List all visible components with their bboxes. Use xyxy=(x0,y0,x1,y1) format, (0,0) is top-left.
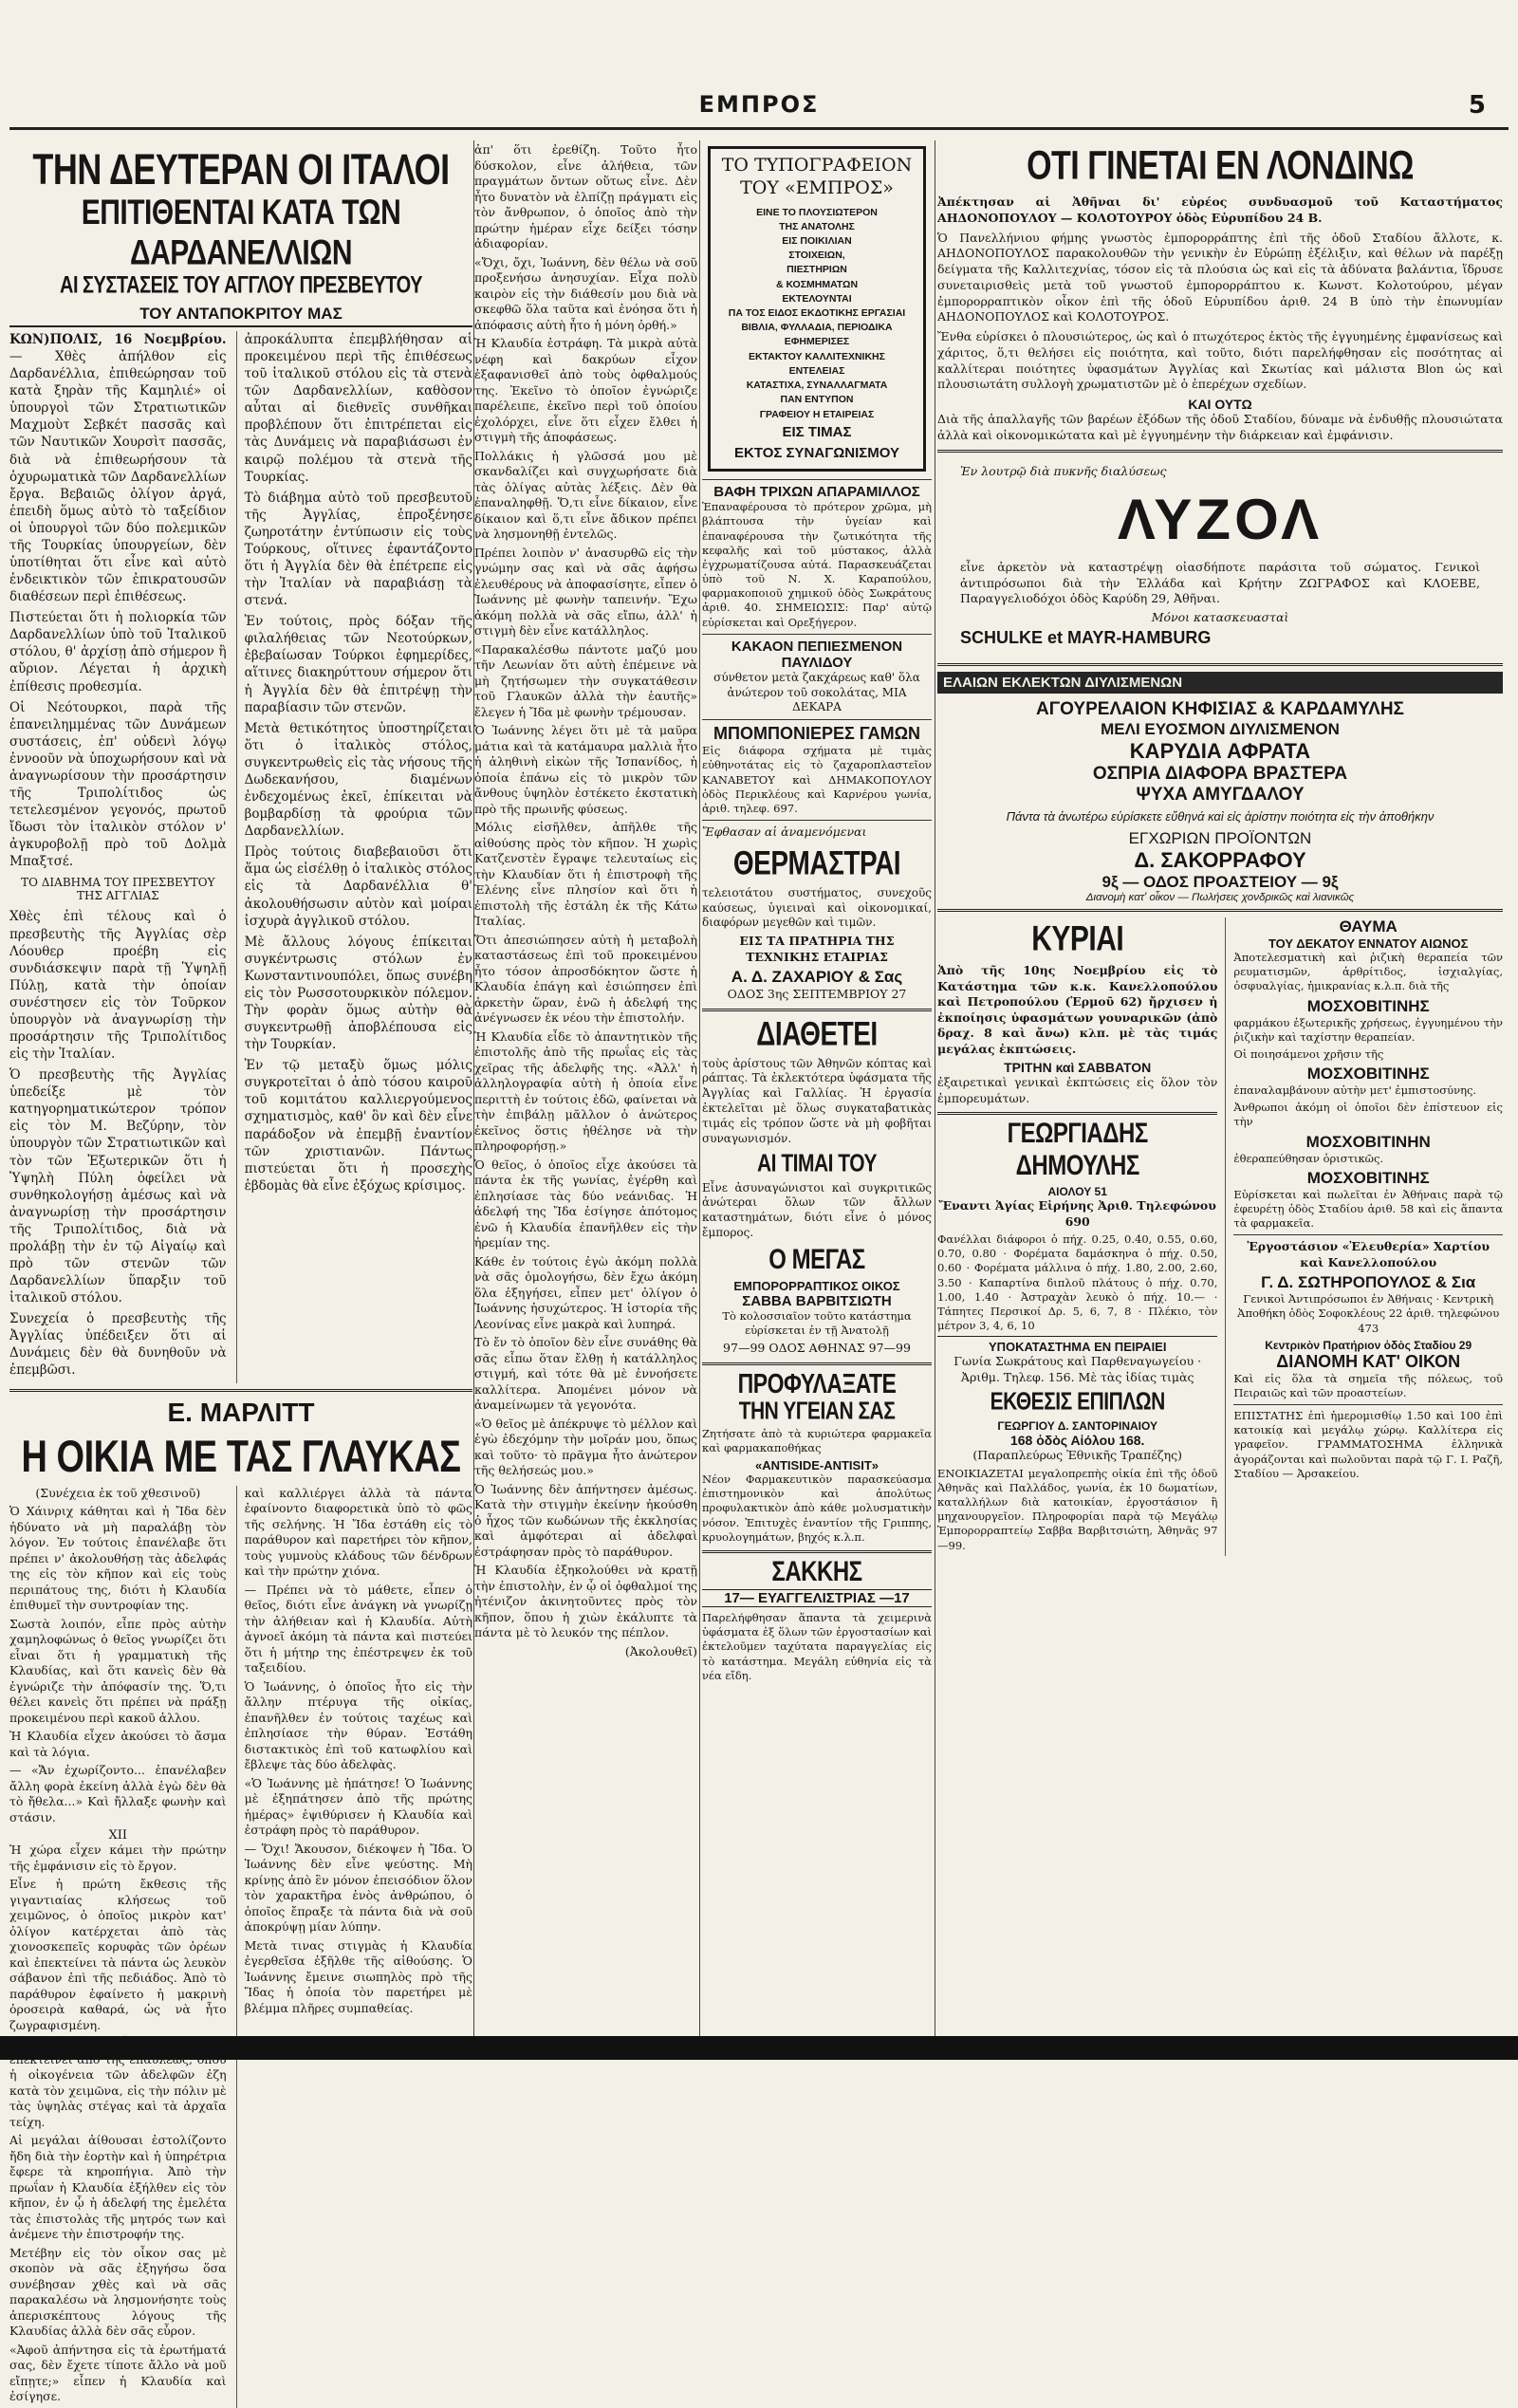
megas-name: ΣΑΒΒΑ ΒΑΡΒΙΤΣΙΩΤΗ xyxy=(742,1292,892,1309)
sub-heading: ΤΟ ΔΙΑΒΗΜΑ ΤΟΥ ΠΡΕΣΒΕΥΤΟΥ ΤΗΣ ΑΓΓΛΙΑΣ xyxy=(21,876,215,903)
serial-paragraph: «Ἀφοῦ ἀπήντησα εἰς τὰ ἐρωτήματά σας, δὲν ἔχετε τίποτε ἄλλο νὰ μοῦ εἴπῃτε;» εἶπεν ἡ Κλαυδία καὶ ἐσίγησε. xyxy=(9,2342,227,2404)
lyzol-brand: ΛΥΖΟΛ xyxy=(1117,488,1324,551)
article-paragraph: Ὁ πρεσβευτὴς τῆς Ἀγγλίας ὑπεδείξε μὲ τὸν κατηγορηματικώτερον τρόπον εἰς τὸν Μ. Βεζύρην, τὸν ὑπουργὸν τῶν Στρατιωτικῶν καὶ τὸν τῶν Ἐξωτερικῶν ὅτι ἡ Ὑψηλὴ Πύλη ὀφείλει νὰ συνθηκολογήσῃ ἀμέσως καὶ νὰ ἀναγνωρίσῃ τὴν προσάρτησιν τῆς Τριπολίτιδος, διὰ νὰ προλάβῃ τὴν ἐν τῷ Αἰγαίῳ καὶ πρὸ τῶν στενῶν τῶν Δαρδανελλίων ὕπαρξιν τοῦ ἰταλικοῦ στόλου. xyxy=(9,1067,227,1306)
georgiadis-text: Ἔναντι Ἁγίας Εἰρήνης Ἀριθ. Τηλεφώνου 690 xyxy=(938,1198,1216,1229)
print-line: ΕΦΗΜΕΡΙΣΕΣ xyxy=(784,336,850,348)
ad-divider xyxy=(1233,1404,1503,1405)
article-paragraph: Πιστεύεται ὅτι ἡ πολιορκία τῶν Δαρδανελλίων ὑπὸ τοῦ Ἰταλικοῦ στόλου, θ' ἀρχίσῃ ἀπὸ σήμερον ἢ αὔριον. Λέγεται ἡ ἀρχικὴ ἐπίθεσις προθεσμία. xyxy=(9,610,227,695)
megas-subtitle: ΕΜΠΟΡΟΡΡΑΠΤΙΚΟΣ ΟΙΚΟΣ xyxy=(733,1278,900,1293)
serial-paragraph: Ἡ Κλαυδία ἐξηκολούθει νὰ κρατῇ τὴν ἐπιστολὴν, ἐν ᾧ οἱ ὀφθαλμοί της ἠτένιζον ἀκινητοῦντες πρὸς τὸν κῆπον, ὅπου ἡ χιὼν ἐκάλυπτε τὰ πάντα μὲ τὸ λευκόν της πέπλον. xyxy=(474,1563,697,1639)
column-main xyxy=(9,142,472,2404)
ad-divider xyxy=(702,1362,932,1365)
health-text: Ζητήσατε ἀπὸ τὰ κυριώτερα φαρμακεῖα καὶ φαρμακαποθήκας xyxy=(702,1426,932,1454)
miracle-subtitle: ΤΟΥ ΔΕΚΑΤΟΥ ΕΝΝΑΤΟΥ ΑΙΩΝΟΣ xyxy=(1268,936,1469,951)
masthead-rule xyxy=(9,127,1509,130)
georgiadis-title: ΓΕΩΡΓΙΑΔΗΣ xyxy=(1007,1117,1148,1150)
print-line: ΕΚΤΕΛΟΥΝΤΑΙ xyxy=(782,292,852,305)
page-bottom-edge xyxy=(0,2036,1518,2060)
headline-1: ΤΗΝ ΔΕΥΤΕΡΑΝ ΟΙ ΙΤΑΛΟΙ xyxy=(32,144,450,194)
right-lower-area xyxy=(937,917,1503,1556)
megas-title: Ο ΜΕΓΑΣ xyxy=(768,1243,865,1276)
tailor-title: ΔΙΑΘΕΤΕΙ xyxy=(756,1014,878,1052)
article-paragraph: Πρὸς τούτοις διαβεβαιοῦσι ὅτι ἅμα ὡς εἰσέλθῃ ὁ ἰταλικὸς στόλος εἰς τὰ Δαρδανέλλια θ' ἀκολουθήσωσιν αὐτὸν καὶ μοίραι ἰσχυρὰ ἀγγλικοῦ στόλου. xyxy=(244,844,472,929)
page-number: 5 xyxy=(1468,91,1486,120)
sakkis-title: ΣΑΚΚΗΣ xyxy=(771,1555,862,1588)
tailor-text: τοὺς ἀρίστους τῶν Ἀθηνῶν κόπτας καὶ ράπτας. Τὰ ἐκλεκτότερα ὑφάσματα τῆς Ἀγγλίας καὶ Γαλλίας. Ἡ ἐργασία ἐκτελεῖται μὲ ὅλως συγκαταβατικὰς τιμάς εἰς τρόπον ὥστε νὰ μὴ φοβῆται συναγωνισμόν. xyxy=(702,1056,932,1145)
tailor-prices-text: Εἶνε ἀσυναγώνιστοι καὶ συγκριτικῶς ἀνώτεραι ὅλων τῶν ἄλλων καταστημάτων, διότι εἶνε ὁ μόνος ἔμπορος. xyxy=(702,1180,932,1240)
health-product: «ANTISIDE-ANTISIT» xyxy=(754,1458,879,1473)
miracle-text: φαρμάκου ἐξωτερικῆς χρήσεως, ἐγγυημένου τὴν ῥιζικὴν καὶ ταχίστην θεραπείαν. xyxy=(1233,1015,1503,1044)
heater-text: τελειοτάτου συστήματος, συνεχοῦς καύσεως, ὑγιειναὶ καὶ οἰκονομικαί, διαφόρων μεγεθῶν καὶ τιμῶν. xyxy=(702,885,932,930)
olives-line: ΚΑΡΥΔΙΑ ΑΦΡΑΤΑ xyxy=(1129,739,1311,763)
olives-line: ΑΓΟΥΡΕΛΑΙΟΝ ΚΗΦΙΣΙΑΣ & ΚΑΡΔΑΜΥΛΗΣ xyxy=(1036,699,1404,719)
ad-olive-oil xyxy=(937,672,1503,903)
london-paragraph: Ἀπέκτησαν αἱ Ἀθῆναι δι' εὐρέος συνδυασμοῦ τοῦ Καταστήματος ΑΗΔΟΝΟΠΟΥΛΟΥ — ΚΟΛΟΤΟΥΡΟΥ ὁδὸς Εὐρυπίδου 24 Β. xyxy=(937,194,1503,225)
health-text-2: Νέον Φαρμακευτικὸν παρασκεύασμα ἐπιστημονικὸν καὶ ἀπολύτως προφυλακτικὸν ἀπὸ κάθε μολυσματικὴν νόσον. Ἐπιτυχὲς ἐναντίον τῆς Γριππης, κρυολογημάτων, βηχός κ.λ.π. xyxy=(702,1473,932,1544)
tailor-prices-title: ΑΙ ΤΙΜΑΙ ΤΟΥ xyxy=(756,1149,878,1177)
ad-divider xyxy=(937,1112,1217,1115)
factory-title: Ἐργοστάσιον «Ἐλευθερία» Χαρτίου καὶ Κανελλοπούλου xyxy=(1247,1239,1490,1269)
kyriai-title: ΚΥΡΙΑΙ xyxy=(1031,918,1124,958)
london-title: ΟΤΙ ΓΙΝΕΤΑΙ ΕΝ ΛΟΝΔΙΝΩ xyxy=(1027,143,1414,189)
megas-text: Τὸ κολοσσιαῖον τοῦτο κατάστημα εὑρίσκεται ἐν τῇ Ἀνατολῇ xyxy=(722,1308,912,1338)
ad-divider xyxy=(702,1550,932,1553)
serial-paragraph: «Παρακαλέσθω πάντοτε μαζύ μου τῆν Λεωνίαν ὅτι αὐτὴ ἐπέμεινε νὰ μὴ ζητήσωμεν τὴν συγκατάθεσιν τοῦ Γλαυκῶν ἀλλὰ τὴν ἑαυτῆς» ἔλεγεν ἡ Ἴδα μὲ φωνὴν τρέμουσαν. xyxy=(474,641,697,719)
lyzol-makers-label: Μόνοι κατασκευασταὶ xyxy=(1151,609,1289,624)
print-title: ΤΟ ΤΥΠΟΓΡΑΦΕΙΟΝ ΤΟΥ «ΕΜΠΡΟΣ» xyxy=(721,155,913,198)
hair-dye-text: Ἐπαναφέρουσα τὸ πρότερον χρῶμα, μὴ βλάπτουσα τὴν ὑγείαν καὶ ἐπαναφέρουσα τὴν ζωτικότητα τῆς κεφαλῆς καὶ τοῦ μύστακος, ἀλλὰ ἐγχρωματίζουσα αὐτά. Παρασκευάζεται ὑπὸ τοῦ Ν. Χ. Καραπούλου, φαρμακοποιοῦ χημικοῦ ὁδὸς Σωκράτους ἀριθ. 40. ΣΗΜΕΙΩΣΙΣ: Παρ' αὐτῷ εὑρίσκεται καὶ Ορεξήγερον. xyxy=(702,500,932,629)
serial-continued-note: (Ἀκολουθεῖ) xyxy=(624,1643,697,1658)
section-divider xyxy=(9,1389,472,1392)
serial-paragraph: Ὅτι ἀπεσιώπησεν αὐτὴ ἡ μεταβολὴ καταστάσεως ἐπὶ τοῦ προκειμένου ἦτο τόσον ἀπροσδόκητον ὥστε ἡ Κλαυδία ἐπάγη καὶ ἐσιώπησεν ἐπὶ ἀρκετὴν ὥραν, ἐνῶ ἡ ἀδελφή της ἀνέγνωσεν ἐκ νέου τὴν ἐπιστολήν. xyxy=(474,932,697,1025)
serial-paragraph: καὶ καλλιέργει ἀλλὰ τὰ πάντα ἐφαίνοντο διαφορετικὰ ὑπὸ τὸ φῶς τῆς σελήνης. Ἡ Ἴδα ἐστάθη εἰς τὸ παράθυρον καὶ παρετήρει τὸν κῆπον, τοὺς γυμνοὺς κλάδους τῶν δένδρων καὶ τὴν πρώτην χιόνα. xyxy=(244,1485,472,1579)
olives-line: ΕΛΑΙΩΝ ΕΚΛΕΚΤΩΝ ΔΙΥΛΙΣΜΕΝΩΝ xyxy=(937,672,1503,694)
print-line: & ΚΟΣΜΗΜΑΤΩΝ xyxy=(775,278,859,290)
olives-line: ΨΥΧΑ ΑΜΥΓΔΑΛΟΥ xyxy=(1136,785,1305,805)
furniture-address: 168 ὁδὸς Αἰόλου 168. xyxy=(1009,1433,1145,1449)
article-paragraph: Τὸ διάβημα αὐτὸ τοῦ πρεσβευτοῦ τῆς Ἀγγλίας, ἐπροξένησε ζωηροτάτην ἐντύπωσιν εἰς τοὺς Τούρκους, οἵτινες ἐφαντάζοντο ὅτι ἡ Ἀγγλία δὲν θὰ ἐπέτρεπε εἰς τὴν Ἰταλίαν νὰ παραβιάσῃ τὰ στενά. xyxy=(244,490,472,609)
georgiadis-address: ΑΙΟΛΟΥ 51 xyxy=(1047,1185,1107,1198)
serial-paragraph: «Ὁ Ἰωάννης μὲ ἠπάτησε! Ὁ Ἰωάννης μὲ ἐξηπάτησεν ἀπὸ τῆς πρώτης ἡμέρας» ἐψιθύρισεν ἡ Κλαυδία καὶ ἐστράφη πρὸς τὸ παράθυρον. xyxy=(244,1775,472,1838)
article-paragraph: Ἐν τούτοις, πρὸς δόξαν τῆς φιλαλήθειας τῶν Νεοτούρκων, ἐβεβαίωσαν Τούρκοι ἐφημερίδες, αἵτινες διακηρύττουν σήμερον ὅτι ἡ Ἀγγλία δὲν θὰ ἐπιτρέψῃ τὴν παραβίασιν τῶν στενῶν. xyxy=(244,614,472,715)
furniture-subtitle: (Παραπλεύρως Ἐθνικῆς Τραπέζης) xyxy=(972,1448,1183,1463)
ad-lyzol xyxy=(937,458,1503,655)
lyzol-makers: SCHULKE et MAYR-HAMBURG xyxy=(960,628,1212,647)
column-serial-continued xyxy=(474,142,697,2030)
cocoa-title: ΚΑΚΑΟΝ ΠΕΠΙΕΣΜΕΝΟΝ ΠΑΥΛΙΔΟΥ xyxy=(731,638,903,671)
heater-address: ΟΔΟΣ 3ης ΣΕΠΤΕΜΒΡΙΟΥ 27 xyxy=(727,987,907,1002)
bonbon-title: ΜΠΟΜΠΟΝΙΕΡΕΣ ΓΑΜΩΝ xyxy=(713,724,921,744)
serial-paragraph: — «Ἄν ἐχωρίζοντο... ἐπανέλαβεν ἄλλη φορὰ ἐκείνη ἀλλὰ ἐγὼ δὲν θὰ τὸ ἤθελα...» Καὶ ἤλλαξε φωνὴν καὶ στάσιν. xyxy=(9,1763,227,1825)
london-paragraph: Ὁ Πανελλήνιου φήμης γνωστὸς ἐμπορορράπτης ἐπὶ τῆς ὁδοῦ Σταδίου ἄλλοτε, κ. ΑΗΔΟΝΟΠΟΥΛΟΣ παρακολουθῶν τὴν γενικὴν ἐν Εὐρώπῃ ἐξέλιξιν, καὶ θέλων νὰ παρέξῃ δείγματα τῆς Καλλιτεχνίας, τόσον εἰς τὰ πλούσια ὡς καὶ εἰς τὰ ἀδύνατα βαλάντια, ἵδρυσε συνεταιρισθεὶς μετὰ τοῦ γνωστοῦ ἐμπορορράπτου κ. Κωνστ. Κολοτούρου, μέγαν ἐμπορορραπτικὸν οἶκον ἐπὶ τῆς ὁδοῦ Εὐρυπίδου ἀριθ. 24 Β ὑπὸ τὴν ἐπωνυμίαν ΑΗΔΟΝΟΠΟΥΛΟΣ καὶ ΚΟΛΟΤΟΥΡΟΣ. xyxy=(937,230,1503,324)
miracle-text: ἐπαναλαμβάνουν αὐτὴν μετ' ἐμπιστοσύνης. xyxy=(1233,1084,1477,1098)
serial-title: Η ΟΙΚΙΑ ΜΕ ΤΑΣ ΓΛΑΥΚΑΣ xyxy=(21,1432,461,1482)
olives-name: Δ. ΣΑΚΟΡΡΑΦΟΥ xyxy=(1134,848,1306,872)
column-ads-middle xyxy=(702,142,932,2030)
serial-chapter: XII xyxy=(108,1828,128,1843)
olives-shop: ΕΓΧΩΡΙΩΝ ΠΡΟΪΟΝΤΩΝ xyxy=(1128,829,1312,847)
london-kai-outo: ΚΑΙ ΟΥΤΩ xyxy=(1188,397,1252,412)
column-ads-right xyxy=(937,142,1503,2030)
serial-paragraph: Αἱ μεγάλαι ἀίθουσαι ἐστολίζοντο ἤδη διὰ τὴν ἑορτὴν καὶ ἡ ὑπηρέτρια ἔφερε τὰ κηροπήγια. Ἀπὸ τὴν πρωΐαν ἡ Κλαυδία ἐξήλθεν εἰς τὸν κῆπον, ἐν ᾧ ἡ ἀδελφή της ἐμελέτα τὰς ἐπιστολὰς τῆς μητρός των καὶ ἀνέμενε τὴν ἐπιστροφήν της. xyxy=(9,2133,227,2242)
serial-paragraph: Σωστὰ λοιπόν, εἶπε πρὸς αὐτὴν χαμηλοφώνως ὁ θεῖος γνωρίζει ὅτι εἶναι ὅτι ἡ γραμματικὴ τῆς Κλαυδίας, καὶ ὅτι κανεὶς δὲν θὰ ἐγνώριζε τὴν ἀπόφασίν της. Ὅ,τι θέλει κανεὶς ὅτι πρέπει νὰ πράξῃ προκειμένου περὶ κακοῦ ἀλλου. xyxy=(9,1616,227,1725)
heater-note: Ἔφθασαν αἱ ἀναμενόμεναι xyxy=(702,824,867,840)
headline-2: ΕΠΙΤΙΘΕΝΤΑΙ ΚΑΤΑ ΤΩΝ ΔΑΡΔΑΝΕΛΛΙΩΝ xyxy=(81,193,401,273)
article-left-column xyxy=(9,331,227,1383)
article-body xyxy=(9,331,472,1383)
serial-paragraph: Μετέβην εἰς τὸν οἶκον σας μὲ σκοπὸν νὰ σᾶς ἐξηγήσω ὅσα συνέβησαν χθὲς καὶ νὰ σᾶς παρακαλέσω νὰ λησμονήσητε τοὺς ἀπερισκέπτους λόγους τῆς Κλαυδίας ἀλλὰ δὲν σᾶς εὗρον. xyxy=(9,2245,227,2339)
ad-divider xyxy=(937,450,1503,453)
serial-note: (Συνέχεια ἐκ τοῦ χθεσινοῦ) xyxy=(35,1485,201,1500)
miracle-text: Ἀνθρωποι ἀκόμη οἱ ὁποῖοι δὲν ἐπίστευον εἰς τὴν xyxy=(1233,1101,1503,1129)
heater-shop: ΕΙΣ ΤΑ ΠΡΑΤΗΡΙΑ ΤΗΣ ΤΕΧΝΙΚΗΣ ΕΤΑΙΡΙΑΣ xyxy=(739,934,895,964)
miracle-text: Εὑρίσκεται καὶ πωλεῖται ἐν Ἀθήναις παρὰ τῷ ἐφευρέτῃ ὁδὸς Σταδίου ἀριθ. 58 καὶ εἰς ἅπαντα τὰ φαρμακεῖα. xyxy=(1233,1187,1503,1231)
print-line: ΕΚΤΑΚΤΟΥ ΚΑΛΛΙΤΕΧΝΙΚΗΣ xyxy=(749,350,885,362)
factory-delivery: ΔΙΑΝΟΜΗ ΚΑΤ' ΟΙΚΟΝ xyxy=(1276,1351,1461,1371)
serial-paragraph: Ἡ Κλαυδία ἐστράφη. Τὰ μικρὰ αὐτὰ νέφη καὶ δακρύων εἶχον ἐξαφανισθεῖ ἀπὸ τοὺς ὀφθαλμούς της. Ἐκεῖνο τὸ ὁποῖον ἐγνώριζε παρέλειπε, ἐκεῖνο περὶ τοῦ ὁποίου ἐχολόρχει, εἶνε ὅτι εἶχεν ἔλθει ἡ στιγμὴ τῆς ἀποφάσεως. xyxy=(474,336,697,444)
health-title-2: ΤΗΝ ΥΓΕΙΑΝ ΣΑΣ xyxy=(738,1397,896,1425)
miracle-brand: ΜΟΣΧΟΒΙΤΙΝΗΣ xyxy=(1306,1065,1430,1084)
print-line: ΒΙΒΛΙΑ, ΦΥΛΛΑΔΙΑ, ΠΕΡΙΟΔΙΚΑ xyxy=(741,322,893,334)
serial-paragraph: Ὁ Ἰωάννης λέγει ὅτι μὲ τὰ μαῦρα μάτια καὶ τὰ κατάμαυρα μαλλιὰ ἦτο ἡ ἀληθινὴ εἰκὼν τῆς Ἰσπανίδος, ἡ ὁποία ἐπάνω εἰς τὸ μικρὸν τῶν ἄνθους ὑψηλὸν ἐστέκετο ἐκστατικὴ πρὸ τῆς πρωινῆς φύσεως. xyxy=(474,723,697,816)
olives-line: ΜΕΛΙ ΕΥΟΣΜΟΝ ΔΙΥΛΙΣΜΕΝΟΝ xyxy=(1101,720,1340,738)
furniture-name: ΓΕΩΡΓΙΟΥ Δ. ΣΑΝΤΟΡΙΝΑΙΟΥ xyxy=(997,1419,1157,1434)
right-lower-right xyxy=(1225,917,1503,1556)
article-paragraph: Χθὲς ἐπὶ τέλους καὶ ὁ πρεσβευτὴς τῆς Ἀγγλίας σὲρ Λόουθερ προέβη εἰς συνδιάσκεψιν παρὰ τῇ Ὑψηλῇ Πύλῃ, κατὰ τὴν ὁποίαν συνέστησεν εἰς τὸν Τοῦρκον ὑπουργὸν νὰ ἀναγνωρίσῃ τὴν προσάρτησιν τῆς Τριπολίτιδος εἰς τὴν Ἰταλίαν. xyxy=(9,909,227,1063)
olives-line: ΟΣΠΡΙΑ ΔΙΑΦΟΡΑ ΒΡΑΣΤΕΡΑ xyxy=(1092,764,1348,784)
article-paragraph: Οἱ Νεότουρκοι, παρὰ τῆς ἐπανειλημμένας τῶν Δυνάμεων συστάσεις, ἐπ' οὐδενὶ λόγῳ ἐννοοῦν νὰ ὑποχωρήσουν καὶ νὰ ἀναγνωρίσουν τὴν προσάρτησιν τῆς Τριπολίτιδος ὡς τετελεσμένον γεγονός, πρωτοῦ ἴδωσι τὸν ἰταλικὸν στόλον ν' ἀγκυροβολῇ πρὸ τοῦ Δολμὰ Μπαξτσέ. xyxy=(9,699,227,870)
serial-paragraph: — Ὅχι! Ἄκουσον, διέκοψεν ἡ Ἴδα. Ὁ Ἰωάννης δὲν εἶνε ψεύστης. Μὴ κρίνῃς ἀπὸ ἓν μόνον ἐπεισόδιον ὅλον τὸν χαρακτῆρα ἑνὸς ἀνθρώπου, ὁ ὁποῖος ἔπραξε τὰ πάντα διὰ νὰ σοῦ ἀποκρύψῃ μίαν λύπην. xyxy=(244,1841,472,1935)
factory-text-2: Καὶ εἰς ὅλα τὰ σημεῖα τῆς πόλεως, τοῦ Πειραιῶς καὶ τῶν προαστείων. xyxy=(1233,1371,1503,1399)
article-paragraph: Ἐν τῷ μεταξὺ ὅμως μόλις συγκροτεῖται ὁ ἀπὸ τόσου καιροῦ τοῦ κομιτάτου καλλιεργούμενος σχηματισμὸς, καθ' ὃν καὶ δὲν εἶνε παράδοξον νὰ ἐπεμβῇ ἐναντίον τῶν χριστιανῶν. Πάντως πιστεύεται ὅτι ἡ προσεχὴς ἑβδομὰς θὰ εἶνε ἐξόχως κρίσιμος. xyxy=(244,1058,472,1194)
miracle-text: ἐθεραπεύθησαν ὁριστικῶς. xyxy=(1233,1151,1384,1165)
headline-3: ΑΙ ΣΥΣΤΑΣΕΙΣ ΤΟΥ ΑΓΓΛΟΥ ΠΡΕΣΒΕΥΤΟΥ xyxy=(60,272,422,299)
serial-paragraph: Ὁ Ἰωάννης δὲν ἀπήντησεν ἀμέσως. Κατὰ τὴν στιγμὴν ἐκείνην ἠκούσθη ὁ ἦχος τῶν κωδώνων τῆς ἐκκλησίας καὶ ἀμφότεραι αἱ ἀδελφαὶ ἐστράφησαν πρὸς τὸ παράθυρον. xyxy=(474,1481,697,1559)
ad-divider xyxy=(702,1009,932,1011)
ad-divider xyxy=(937,663,1503,666)
serial-paragraph: ἡ οἰκογένεια τῶν ἀδελφῶν ἐζη κατὰ τὸν χειμῶνα, εἰς τὴν πόλιν μὲ τὰς ὑψηλὰς στέγας καὶ τὰ ἀρχαῖα τείχη. xyxy=(9,2067,227,2129)
print-line: ΣΤΟΙΧΕΙΩΝ, xyxy=(788,250,845,262)
serial-paragraph: Μόλις εἰσῆλθεν, ἀπῆλθε τῆς αἰθούσης πρὸς τὸν κῆπον. Ἡ χωρὶς Κατζενστὲν ἔγραψε τελευταίως εἰς τὴν Κλαυδίαν ὅτι ἡ ἐπιστροφὴ τῆς Ἑλένης εἶνε πλησίον καὶ ὅτι ἡ ἐπιστολὴ τῆς ἐστάλη ἐκ τῆς Κάτω Ἰταλίας. xyxy=(474,820,697,928)
serial-paragraph: Πρέπει λοιπὸν ν' ἀνασυρθῶ εἰς τὴν γνώμην σας καὶ νὰ σᾶς ἀφήσω ἐλευθέρους νὰ ἀποφασίσητε, εἶπεν ὁ Ἰωάννης μὲ φωνὴν ταπεινήν. Ἔχω ἀκόμη πολλὰ νὰ σᾶς εἴπω, ἀλλ' ἡ στιγμὴ δὲν εἶνε κατάλληλος. xyxy=(474,545,697,638)
newspaper-name: ΕΜΠΡΟΣ xyxy=(698,91,820,118)
miracle-brand: ΜΟΣΧΟΒΙΤΙΝΗΣ xyxy=(1306,1168,1430,1187)
london-paragraph: Διὰ τῆς ἀπαλλαγῆς τῶν βαρέων ἐξόδων τῆς ὁδοῦ Σταδίου, δύναμε νὰ ἐνδυθῇς πλουσιώτατα ἀλλὰ καὶ οἰκονομικώτατα καὶ μὲ ἐγγυημένην τὴν διάρκειαν καὶ ἐμφάνισιν. xyxy=(937,412,1503,442)
serial-paragraph: Μετὰ τινας στιγμὰς ἡ Κλαυδία ἐγερθεῖσα ἐξῆλθε τῆς αἰθούσης. Ὁ Ἰωάννης ἔμεινε σιωπηλὸς πρὸ τῆς Ἴδας ἡ ὁποία τὸν παρετήρει μὲ βλέμμα πλῆρες συμπαθείας. xyxy=(244,1937,472,2015)
piraeus-text: Γωνία Σωκράτους καὶ Παρθεναγωγείου · Ἀριθμ. Τηλεφ. 156. Μὲ τὰς ἰδίας τιμὰς xyxy=(953,1354,1202,1384)
ad-divider xyxy=(702,820,932,821)
georgiadis-prices: Φανέλλαι διάφοροι ὁ πήχ. 0.25, 0.40, 0.55, 0.60, 0.70, 0.80 · Φορέματα δαμάσκηνα ὁ πήχ. 0.50, 0.60 · Φορέματα μάλλινα ὁ πήχ. 1.80, 2.00, 2.60, 3.50 · Καπαρτίνα διπλοῦ πλάτους ὁ πήχ. 0.70, 1.00, 1.40 · Ἀστραχὰν λευκὸ ὁ πήχ. 10.— · Τάπητες Περσικοί Δρ. 5, 6, 7, 8 · Πλέκιο, τὸν μέτρον 3, 4, 6, 10 xyxy=(937,1232,1218,1333)
olives-address: 9ξ — ΟΔΟΣ ΠΡΟΑΣΤΕΙΟΥ — 9ξ xyxy=(1101,873,1339,891)
article-paragraph: — Χθὲς ἀπήλθον εἰς Δαρδανέλλια, ἐπιθεώρησαν τοῦ κατὰ ξηρὰν τῆς Καμηλιέ» οἱ ὑπουργοὶ τῶν Στρατιωτικῶν Μαχμοὺτ Σεβκέτ πασσᾶς καὶ τῶν Ναυτικῶν Χουρσὶτ πασσᾶς, διὰ νὰ ἐπιθεωρήσουν τὰ ὀχυρωματικὰ τῶν Δαρδανελλίων ἔργα. Βεβαιῶς ὀλίγον ἀργά, ἐπειδὴ ὅμως αὐτὸ τὸ ταξείδιον οἱ ὑπουργοὶ τῶν δύο πολεμικῶν τῆς Τουρκίας ὑπουργείων, δὲν ὑποτίθηται ὅτι εἶνε καὶ αὐτὸ ἐνδεικτικὸν τῶν ἐπικρατουσῶν διαθέσεων περὶ ἐπιθέσεως. xyxy=(9,349,227,605)
serial-paragraph: Ὁ θεῖος, ὁ ὁποῖος εἶχε ἀκούσει τὰ πάντα ἐκ τῆς γωνίας, ἐγέρθη καὶ ἐπλησίασε τὰς δύο νεάνιδας. Ἡ ἀδελφή της Ἴδα ἐσίγησε ἀπότομος ἐνῶ ἡ Κλαυδία ἐπανῆλθεν εἰς τὴν ἠρεμίαν της. xyxy=(474,1157,697,1250)
print-line: ΚΑΤΑΣΤΙΧΑ, ΣΥΝΑΛΛΑΓΜΑΤΑ xyxy=(746,380,888,392)
serial-paragraph: Ἡ χώρα εἶχεν κάμει τὴν πρώτην τῆς ἐμφάνισιν εἰς τὸ ἔργον. xyxy=(9,1843,227,1873)
article-paragraph: ἀπροκάλυπτα ἐπεμβλήθησαν αἱ προκειμένου περὶ τῆς ἐπιθέσεως τοῦ ἰταλικοῦ στόλου εἰς τὰ στενὰ τῶν Δαρδανελλίων, καθὸσον αὗται αἱ διεθνεῖς συνθῆκαι προβλέπουν ὅτι ἐπιτρέπεται εἰς τὰς Δυνάμεις νὰ παραβιάσωσι ἐν καιρῷ πολέμου τὰ στενὰ τῆς Τουρκίας. xyxy=(244,332,472,485)
print-line: ΕΙΝΕ ΤΟ ΠΛΟΥΣΙΩΤΕΡΟΝ xyxy=(756,206,878,218)
london-paragraph: Ἔνθα εὑρίσκει ὁ πλουσιώτερος, ὡς καὶ ὁ πτωχότερος ἐκτὸς τῆς ἐγγυημένης ἐμφανίσεως καὶ χάριτος, ὅ,τι θελήσει εἰς ποιότητα, καὶ τοῦτο, διότι παρελήφθησαν εἰς ποσότητας αἱ καλλίτεραι ποιότητες ὑφασμάτων Ἀγγλίας καὶ Σκωτίας καὶ μάλιστα Blon ὡς καὶ πλουσιωτάτη συλλογὴ χρωματιστῶν μὲ ὁ ἐπερέχων σχεδίων. xyxy=(937,329,1503,392)
serial-paragraph: Τὸ ἔν τὸ ὁποῖον δὲν εἶνε συνάθης θὰ σᾶς εἶπω ὅταν ἔλθῃ ἡ κατάλληλος στιγμή, καὶ τότε θὰ μὲ ἐννοήσετε καλλίτερα. Ἀπομένει μόνον νὰ ἀναμείνωμεν τὰ γεγονότα. xyxy=(474,1335,697,1412)
factory-office: Κεντρικὸν Πρατήριον ὁδὸς Σταδίου 29 xyxy=(1265,1338,1472,1352)
print-line: ΕΙΣ ΠΟΙΚΙΛΙΑΝ xyxy=(782,234,852,247)
print-line: ΠΑΝ ΕΝΤΥΠΟΝ xyxy=(780,394,854,406)
serial-body xyxy=(9,1486,472,2408)
miracle-text: Οἱ ποιησάμενοι χρῆσιν τῆς xyxy=(1233,1047,1384,1061)
miracle-brand: ΜΟΣΧΟΒΙΤΙΝΗΣ xyxy=(1306,996,1430,1015)
ad-divider xyxy=(702,719,932,720)
serial-paragraph: Ἡ Κλαυδία εἶχεν ἀκούσει τὸ ἄσμα καὶ τὰ λόγια. xyxy=(9,1729,227,1759)
sakkis-text: Παρελήφθησαν ἅπαντα τὰ χειμερινὰ ὑφάσματα ἐξ ὅλων τῶν ἐργοστασίων καὶ ἐκτελοῦμεν ταχύτατα παραγγελίας εἰς τὸ κατάστημα. Μεγάλη εὐθηνία εἰς τὰ νέα εἴδη. xyxy=(702,1610,932,1682)
print-line: ΕΙΣ ΤΙΜΑΣ xyxy=(782,423,852,440)
print-line: ΠΑ ΤΟΣ ΕΙΔΟΣ ΕΚΔΟΤΙΚΗΣ ΕΡΓΑΣΙΑΙ xyxy=(728,307,906,320)
lyzol-intro: Ἐν λουτρῷ διὰ πυκνῆς διαλύσεως xyxy=(960,463,1167,478)
print-line: ΕΚΤΟΣ ΣΥΝΑΓΩΝΙΣΜΟΥ xyxy=(733,444,900,461)
print-line: ΠΙΕΣΤΗΡΙΩΝ xyxy=(787,264,847,276)
print-line: ΤΗΣ ΑΝΑΤΟΛΗΣ xyxy=(779,220,855,232)
miracle-title: ΘΑΥΜΑ xyxy=(1339,917,1398,935)
serial-paragraph: «Ὁ θεῖος μὲ ἀπέκρυψε τὸ μέλλον καὶ ἐγὼ ἐδεχόμην τὴν μοῖράν μου, ὅπως καὶ τοῦτο· τὸ πρᾶγμα ἦτο ἀνώτερον τῆς θελήσεώς μου.» xyxy=(474,1416,697,1477)
ad-divider xyxy=(937,909,1503,912)
hair-dye-title: ΒΑΦΗ ΤΡΙΧΩΝ ΑΠΑΡΑΜΙΛΛΟΣ xyxy=(713,484,920,501)
caretaker-text: ΕΠΙΣΤΑΤΗΣ ἐπὶ ἡμερομισθίῳ 1.50 καὶ 100 ἐπὶ κατοικίᾳ καὶ μεγάλῳ χώρῳ. Καλλίτερα εἰς γραφεῖον. ΓΡΑΜΜΑΤΟΣΗΜΑ ἐλληνικὰ ἀγοράζονται καὶ πωλοῦνται παρὰ τῷ Γ. Ι. Ραζῆ, Σταδίου — Ἀρσακείου. xyxy=(1233,1409,1503,1480)
megas-address: 97—99 ΟΔΟΣ ΑΘΗΝΑΣ 97—99 xyxy=(723,1341,911,1356)
kyriai-days: ΤΡΙΤΗΝ καὶ ΣΑΒΒΑΤΟΝ xyxy=(1004,1060,1152,1075)
sakkis-address: 17— ΕΥΑΓΓΕΛΙΣΤΡΙΑΣ —17 xyxy=(702,1589,932,1607)
ad-divider xyxy=(702,634,932,635)
print-line: ΕΝΤΕΛΕΙΑΣ xyxy=(788,364,845,377)
heater-title: ΘΕΡΜΑΣΤΡΑΙ xyxy=(732,843,901,881)
heater-company: Α. Δ. ΖΑΧΑΡΙΟΥ & Σας xyxy=(731,968,903,987)
serial-paragraph: «Ὄχι, ὄχι, Ἰωάννη, δὲν θέλω νὰ σοῦ προξενήσω ἀνησυχίαν. Εἶχα πολὺ καιρὸν εἰς τὴν διάθεσίν μου διὰ νὰ σκεφθῶ ὅλα ταῦτα καὶ ἐνόησα ὅτι ἡ ἀπόφασις αὐτὴ ἦτο ἡ μόνη ὀρθή.» xyxy=(474,254,697,332)
olives-text: Πάντα τὰ ἀνωτέρω εὑρίσκετε εὔθηνά καὶ εἰς ἀρίστην ποιότητα εἰς τὴν ἀποθήκην xyxy=(1006,809,1435,824)
piraeus-title: ΥΠΟΚΑΤΑΣΤΗΜΑ ΕΝ ΠΕΙΡΑΙΕΙ xyxy=(937,1336,1217,1354)
print-line: ΓΡΑΦΕΙΟΥ Η ΕΤΑΙΡΕΙΑΣ xyxy=(759,408,875,420)
miracle-text: Ἀποτελεσματικὴ καὶ ῥιζικὴ θεραπεία τῶν ρευματισμῶν, ἀρθρίτιδος, ἰσχιαλγίας, ὀσφυαλγίας, ἡμικρανίας κ.λ.π. διὰ τῆς xyxy=(1233,951,1503,993)
factory-text: Γενικοὶ Ἀντιπρόσωποι ἐν Ἀθήναις · Κεντρικὴ Ἀποθήκη ὁδὸς Σοφοκλέους 22 ἀριθ. τηλεφώνου 473 xyxy=(1237,1292,1500,1335)
serial-left-column xyxy=(9,1486,227,2408)
bonbon-text: Εἰς διάφορα σχήματα μὲ τιμὰς εὐθηνοτάτας εἰς τὸ ζαχαροπλαστεῖον ΚΑΝΑΒΕΤΟΥ καὶ ΔΗΜΑΚΟΠΟΥΛΟΥ ὁδὸς Περικλέους καὶ Καρνέρου γωνία, ἀριθ. τηλεφ. 697. xyxy=(702,744,932,815)
article-paragraph: Μετὰ θετικότητος ὑποστηρίζεται ὅτι ὁ ἰταλικὸς στόλος, συγκεντρωθεὶς εἰς τὰς νήσους τῆς Δωδεκανήσου, διαμένων ἐνδεχομένως ἐκεῖ, ἐπίκειται νὰ βομβαρδίσῃ τὰ φρούρια τῶν Δαρδανελλίων. xyxy=(244,720,472,840)
kyriai-text: Ἀπὸ τῆς 10ης Νοεμβρίου εἰς τὸ Κατάστημα τῶν κ.κ. Κανελλοπούλου καὶ Πετροπούλου (Ἑρμοῦ 62) ἤρχισεν ἡ ἐκποίησις ὑφασμάτων γουναρικῶν (ἀπὸ δραχ. 8 καὶ ἄνω) κλπ. μὲ τὰς τιμάς μεγάλας ἐκπτώσεις. xyxy=(937,963,1218,1056)
dateline: ΚΩΝ)ΠΟΛΙΣ, 16 Νοεμβρίου. xyxy=(9,332,227,347)
health-title-1: ΠΡΟΦΥΛΑΞΑΤΕ xyxy=(737,1367,897,1398)
ad-printing-house xyxy=(708,146,926,472)
ad-divider xyxy=(702,479,932,480)
byline: ΤΟΥ ΑΝΤΑΠΟΚΡΙΤΟΥ ΜΑΣ xyxy=(9,305,472,327)
rent-text: ΕΝΟΙΚΙΑΖΕΤΑΙ μεγαλοπρεπὴς οἰκία ἐπὶ τῆς ὁδοῦ Ἀθηνᾶς καὶ Παλλάδος, γωνία, ἐκ 10 δωματίων, καταλλήλων διὰ κατοικίαν, ἐργοστάσιον ἢ μηχανουργεῖον. Πληροφορίαι παρὰ τῷ Μεγάλῳ Ἐμπορορραπτείῳ Σαββα Βαρβιτσιώτη, Ἀθηνᾶς 97—99. xyxy=(937,1466,1218,1552)
dimoulis-title: ΔΗΜΟΥΛΗΣ xyxy=(1015,1149,1139,1182)
cocoa-text: σύνθετον μετὰ ζακχάρεως καθ' ὅλα ἀνώτερον τοῦ σοκολάτας, ΜΙΑ ΔΕΚΑΡΑ xyxy=(713,670,920,714)
masthead xyxy=(0,91,1518,125)
olives-footer: Διανομὴ κατ' οἶκον — Πωλήσεις χονδρικῶς καὶ λιανικῶς xyxy=(1085,892,1355,903)
furniture-title: ΕΚΘΕΣΙΣ ΕΠΙΠΛΩΝ xyxy=(990,1388,1165,1416)
article-paragraph: Συνεχεία ὁ πρεσβευτὴς τῆς Ἀγγλίας ὑπέδειξεν ὅτι αἱ Δυνάμεις δὲν θὰ δυνηθοῦν νὰ ἐπεμβῶσι. xyxy=(9,1311,227,1379)
miracle-brand-alt: ΜΟΣΧΟΒΙΤΙΝΗΝ xyxy=(1305,1132,1431,1151)
serial-paragraph: Κάθε ἐν τούτοις ἐγὼ ἀκόμη πολλὰ νὰ σᾶς ὁμολογήσω, δὲν ἔχω ἀκόμη ὅλα ἐξηγήσει, εἶπεν μετ' ὀλίγον ὁ Ἰωάννης ἡσυχώτερος. Ἡ ἱστορία τῆς Λεονίνας εἶνε μακρὰ καὶ λυπηρά. xyxy=(474,1253,697,1331)
factory-name: Γ. Δ. ΣΩΤΗΡΟΠΟΥΛΟΣ & Σια xyxy=(1261,1273,1476,1292)
article-paragraph: Μὲ ἄλλους λόγους ἐπίκειται συγκέντρωσις στόλων ἐν Κωνσταντινουπόλει, ὅπως συνέβη εἰς τὸν Ρωσσοτουρκικὸν πόλεμον. Τὴν φορὰν ὅμως αὐτὴν θὰ συγκεντρωθῇ ἀποβλέπουσα εἰς τὴν Τουρκίαν. xyxy=(244,934,472,1053)
right-lower-left xyxy=(937,917,1217,1556)
serial-paragraph: Εἶνε ἡ πρώτη ἔκθεσις τῆς γιγαντιαίας κλήσεως τοῦ χειμῶνος, ὁ ὁποῖος μικρὸν κατ' ὀλίγον κατέρχεται ἀπὸ τὰς χιονοσκεπεῖς κορυφὰς τῶν ὀρέων καὶ ἐπεκτείνει τὰ πάντα ὡς λευκὸν σάβανον ἐπὶ τῆς πεδιάδος. Ἀπὸ τὸ παράθυρον ἐφαίνετο ἡ μακρινὴ ὀροσειρὰ καθαρά, ὡς νὰ ἦτο ζωγραφισμένη. xyxy=(9,1877,227,2032)
column-divider xyxy=(699,140,700,2041)
article-right-column xyxy=(236,331,472,1383)
lyzol-text: εἶνε ἀρκετὸν νὰ καταστρέψῃ οἰασδήποτε παράσιτα τοῦ σώματος. Γενικοὶ ἀντιπρόσωποι διὰ τὴν Ἑλλάδα καὶ Κρήτην ΖΩΓΡΑΦΟΣ καὶ ΚΛΟΕΒΕ, Παραγγελιοδόχοι ὁδὸς Καρύδη 29, Ἀθῆναι. xyxy=(960,560,1480,605)
print-lines xyxy=(718,206,916,464)
serial-paragraph: — Πρέπει νὰ τὸ μάθετε, εἶπεν ὁ θεῖος, διότι εἶνε ἀνάγκη νὰ γνωρίζῃ τὴν ἀλήθειαν καὶ ἡ Κλαυδία. Αὐτὴ ἀγνοεῖ ἀκόμη τὰ πάντα καὶ πιστεύει ὅτι ἡ μήτηρ της ἐπέστρεψεν ἐκ τοῦ ταξειδίου. xyxy=(244,1582,472,1676)
serial-paragraph: Πολλάκις ἡ γλῶσσά μου μὲ σκανδαλίζει καὶ συγχωρήσατε διὰ τὰς ὀλίγας αὐτὰς λέξεις. Δὲν θὰ ἐπαναληφθῇ. Ὅ,τι εἶνε δίκαιον, εἶνε δίκαιον καὶ ὅ,τι εἶνε ἄδικον πρέπει νὰ λησμονηθῇ ἐντελῶς. xyxy=(474,448,697,541)
serial-paragraph: Ὁ Ἰωάννης, ὁ ὁποῖος ἦτο εἰς τὴν ἄλλην πτέρυγα τῆς οἰκίας, ἐπανῆλθεν ἐν τούτοις ταχέως καὶ ἐπλησίασε τὴν θύραν. Ἐστάθη διστακτικὸς ἐπὶ τοῦ κατωφλίου καὶ ἔβλεψε τὰς δύο ἀδελφὰς. xyxy=(244,1678,472,1772)
serial-right-column xyxy=(236,1486,472,2408)
serial-paragraph: Ἡ Κλαυδία εἶδε τὸ ἀπαντητικὸν τῆς ἐπιστολῆς ἀπὸ τῆς πρωΐας εἰς τὰς χεῖρας τῆς ἀδελφῆς της. «Ἀλλ' ἡ ἀλληλογραφία αὐτὴ ἡ ὁποία εἶνε περιττὴ ἐν τούτοις ἐδῶ, φαίνεται νὰ τὴν ἐπιβάλῃ μᾶλλον ὁ ἀνώτερος ἐκεῖνος ὅστις ἠθέλησε νὰ τὴν πληροφορήσῃ.» xyxy=(474,1028,697,1153)
kyriai-text-2: ἐξαιρετικαὶ γενικαὶ ἐκπτώσεις εἰς ὅλον τὸν ἐμπορευμάτων. xyxy=(937,1075,1218,1105)
ad-divider xyxy=(1233,1234,1503,1235)
serial-paragraph: ἀπ' ὅτι ἐρεθίζη. Τοῦτο ἦτο δύσκολον, εἶνε ἀλήθεια, τῶν πραγμάτων ὄντων οὕτως εἶνε. Δὲν ἦτο δυνατὸν νὰ ἐλπίζῃ πράγματι εἰς τὸν ἄνθρωπον, ὁ ὁποῖος ἀπὸ τὴν πρώτην ἡμέραν εἶχε δείξει τόσην ἀδιαφορίαν. xyxy=(474,142,697,250)
serial-author: Ε. ΜΑΡΛΙΤΤ xyxy=(167,1397,315,1427)
serial-paragraph: Ὁ Χάινριχ κάθηται καὶ ἡ Ἴδα δὲν ἠδύνατο νὰ μὴ παραλάβῃ τὸν λόγον. Ἐν τούτοις ἐπανέλαβε ὅτι πρέπει ν' ἀκολουθήσῃ τὰς ἀδελφάς της εἰς τὸν κῆπον καὶ εἰς τοὺς περιπάτους της, διότι ἡ Κλαυδία ἐπιθυμεῖ τὴν συντροφίαν της. xyxy=(9,1504,227,1613)
